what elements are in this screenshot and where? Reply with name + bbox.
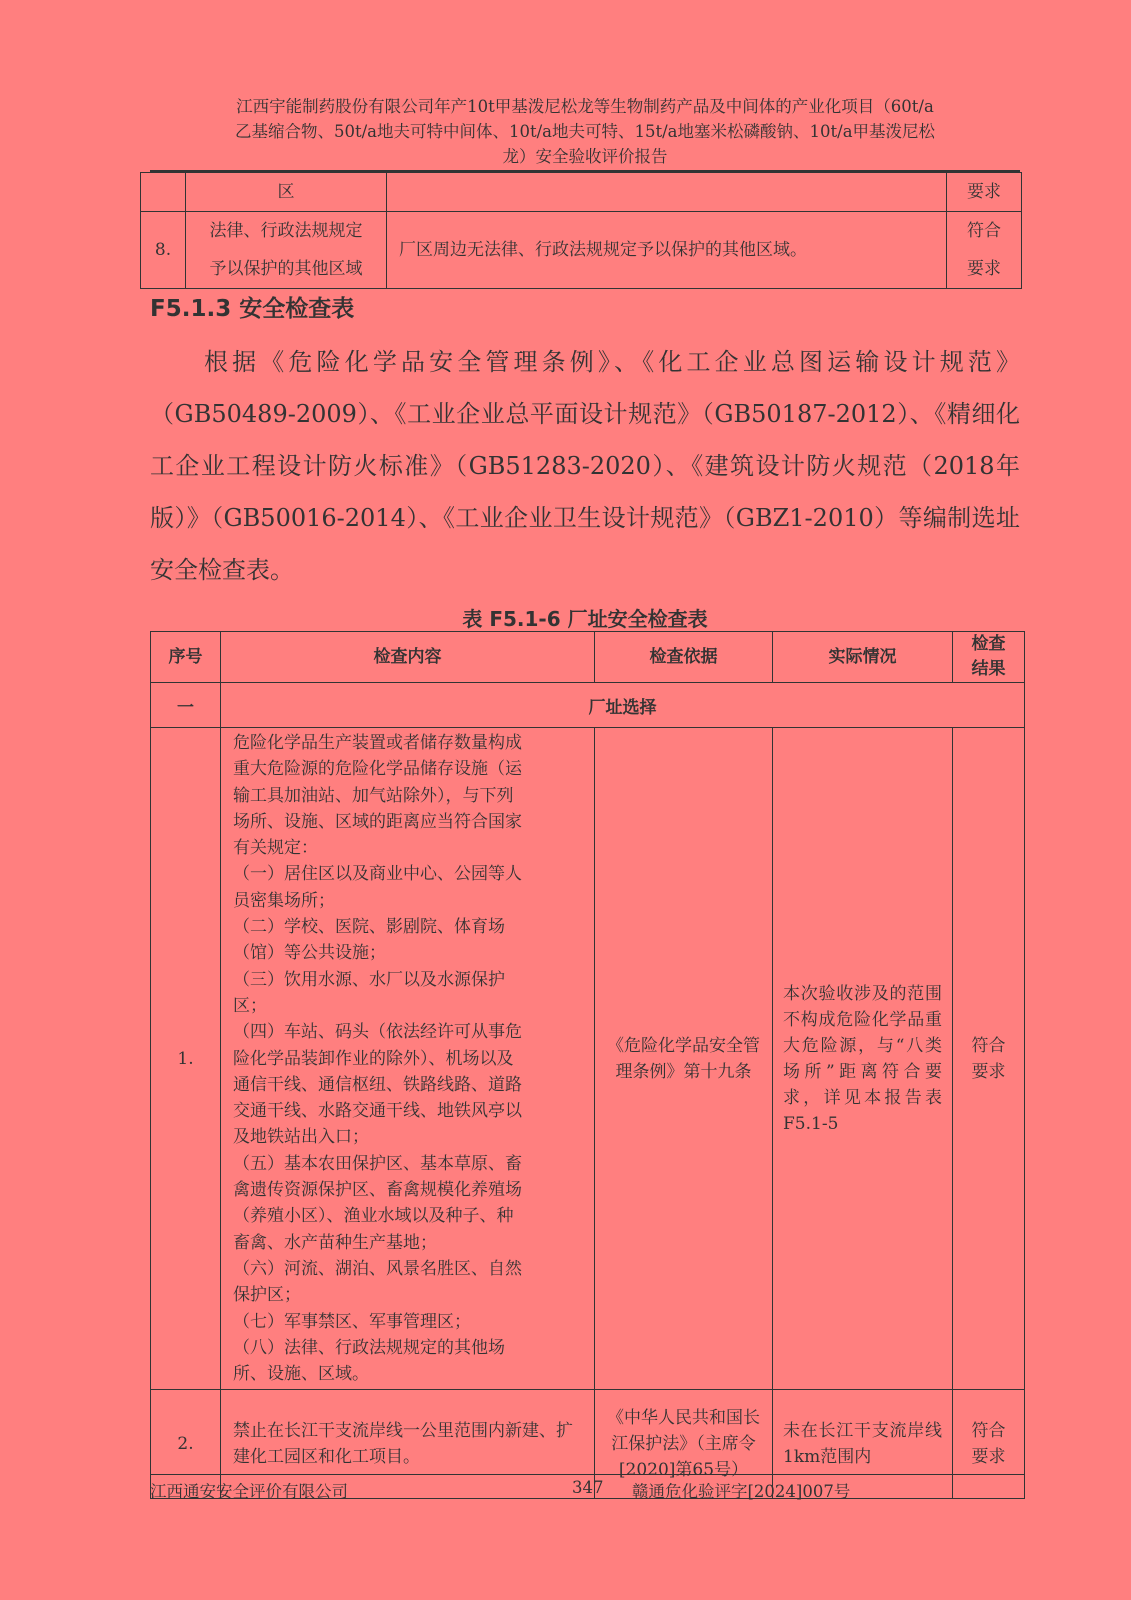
category-number: 一 bbox=[151, 683, 221, 728]
table-header-row bbox=[151, 632, 1025, 683]
check-content-line: 禽遗传资源保护区、畜禽规模化养殖场 bbox=[233, 1180, 522, 1201]
row-description: 厂区周边无法律、行政法规规定予以保护的其他区域。 bbox=[387, 212, 947, 289]
row-result-line: 要求 bbox=[967, 259, 1001, 279]
row-result: 要求 bbox=[947, 173, 1022, 212]
row-description bbox=[387, 173, 947, 212]
check-result bbox=[953, 728, 1025, 1390]
header-actual: 实际情况 bbox=[773, 632, 953, 683]
footer-company: 江西通安安全评价有限公司 bbox=[150, 1482, 348, 1501]
header-title-line3: 龙）安全验收评价报告 bbox=[502, 147, 668, 166]
header-result-line: 结果 bbox=[971, 659, 1006, 679]
check-content-line: 场所、设施、区域的距离应当符合国家 bbox=[233, 811, 522, 832]
check-content-line: 及地铁站出入口； bbox=[233, 1127, 369, 1148]
section-title: F5.1.3 安全检查表 bbox=[150, 296, 355, 322]
row-item bbox=[186, 212, 387, 289]
row-item-line: 予以保护的其他区域 bbox=[209, 259, 363, 279]
check-content-line: （四）车站、码头（依法经许可从事危 bbox=[233, 1022, 522, 1043]
check-content-line: 交通干线、水路交通干线、地铁风亭以 bbox=[233, 1101, 522, 1122]
row-number bbox=[141, 173, 186, 212]
check-content: 禁止在长江干支流岸线一公里范围内新建、扩建化工园区和化工项目。 bbox=[221, 1390, 595, 1499]
check-content-line: 险化学品装卸作业的除外）、机场以及 bbox=[233, 1048, 514, 1069]
check-content-line: （养殖小区）、渔业水域以及种子、种 bbox=[233, 1206, 514, 1227]
header-result bbox=[953, 632, 1025, 683]
check-content-line: （五）基本农田保护区、基本草原、畜 bbox=[233, 1153, 522, 1174]
header-basis: 检查依据 bbox=[595, 632, 773, 683]
row-number: 1. bbox=[151, 728, 221, 1390]
check-content-line: 有关规定： bbox=[233, 838, 318, 859]
footer-document-number: 赣通危化验评字[2024]007号 bbox=[632, 1482, 851, 1501]
row-item: 区 bbox=[186, 173, 387, 212]
table-row bbox=[141, 173, 1022, 212]
check-content-line: 员密集场所； bbox=[233, 890, 335, 911]
footer-page-number: 347 bbox=[572, 1478, 604, 1497]
check-result-line: 要求 bbox=[971, 1061, 1006, 1082]
check-basis: 《中华人民共和国长江保护法》（主席令[2020]第65号） bbox=[595, 1390, 773, 1499]
check-content-line: 重大危险源的危险化学品储存设施（运 bbox=[233, 759, 522, 780]
check-content-line: 所、设施、区域。 bbox=[233, 1364, 369, 1385]
row-number: 8. bbox=[141, 212, 186, 289]
site-safety-checklist-table bbox=[150, 631, 1025, 1499]
header-no: 序号 bbox=[151, 632, 221, 683]
header-result-line: 检查 bbox=[971, 634, 1006, 654]
check-content-line: 通信干线、通信枢纽、铁路线路、道路 bbox=[233, 1074, 522, 1095]
check-content bbox=[221, 728, 595, 1390]
header-title-line2: 乙基缩合物、50t/a地夫可特中间体、10t/a地夫可特、15t/a地塞米松磷酸钠、10t/a甲基泼尼松 bbox=[234, 122, 936, 141]
check-result-line: 符合 bbox=[971, 1421, 1006, 1442]
check-content-line: （一）居住区以及商业中心、公园等人 bbox=[233, 864, 522, 885]
check-content-line: （七）军事禁区、军事管理区； bbox=[233, 1311, 471, 1332]
row-number: 2. bbox=[151, 1390, 221, 1499]
check-content-line: （六）河流、湖泊、风景名胜区、自然 bbox=[233, 1258, 522, 1279]
footer-divider bbox=[150, 1474, 1025, 1475]
check-result bbox=[953, 1390, 1025, 1499]
check-content-line: （馆）等公共设施； bbox=[233, 943, 386, 964]
check-basis: 《危险化学品安全管理条例》第十九条 bbox=[595, 728, 773, 1390]
check-result-line: 符合 bbox=[971, 1035, 1006, 1056]
category-label: 厂址选择 bbox=[221, 683, 1025, 728]
actual-situation: 未在长江干支流岸线1km范围内 bbox=[773, 1390, 953, 1499]
table-row bbox=[141, 212, 1022, 289]
section-paragraph: 根据《危险化学品安全管理条例》、《化工企业总图运输设计规范》（GB50489-2009）、《工业企业总平面设计规范》（GB50187-2012）、《精细化工企业工程设计防火标准》（GB51283-2020）、《建筑设计防火规范（2018年版）》（GB50016-2014）、《工业企业卫生设计规范》（GBZ1-2010）等编制选址安全检查表。 bbox=[150, 348, 1020, 584]
check-content-line: 畜禽、水产苗种生产基地； bbox=[233, 1232, 437, 1253]
check-content-line: （二）学校、医院、影剧院、体育场 bbox=[233, 917, 505, 938]
check-content-line: 危险化学品生产装置或者储存数量构成 bbox=[233, 733, 522, 753]
report-header bbox=[150, 94, 1020, 169]
table-row bbox=[151, 728, 1025, 1390]
check-content-line: （三）饮用水源、水厂以及水源保护 bbox=[233, 969, 505, 990]
row-result bbox=[947, 212, 1022, 289]
continued-table bbox=[140, 172, 1022, 289]
check-content-line: 输工具加油站、加气站除外），与下列 bbox=[233, 785, 514, 806]
category-row bbox=[151, 683, 1025, 728]
row-item-line: 法律、行政法规规定 bbox=[209, 221, 363, 241]
check-content-line: 保护区； bbox=[233, 1285, 301, 1306]
actual-situation: 本次验收涉及的范围不构成危险化学品重大危险源，与“八类场所”距离符合要求，详见本报告表F5.1-5 bbox=[773, 728, 953, 1390]
check-content-line: 区； bbox=[233, 995, 267, 1016]
header-content: 检查内容 bbox=[221, 632, 595, 683]
table-caption: 表 F5.1-6 厂址安全检查表 bbox=[462, 607, 708, 631]
check-content-line: （八）法律、行政法规规定的其他场 bbox=[233, 1337, 505, 1358]
row-result-line: 符合 bbox=[967, 221, 1001, 241]
check-result-line: 要求 bbox=[971, 1447, 1006, 1468]
header-title-line1: 江西宇能制药股份有限公司年产10t甲基泼尼松龙等生物制药产品及中间体的产业化项目（60t/a bbox=[236, 97, 934, 116]
